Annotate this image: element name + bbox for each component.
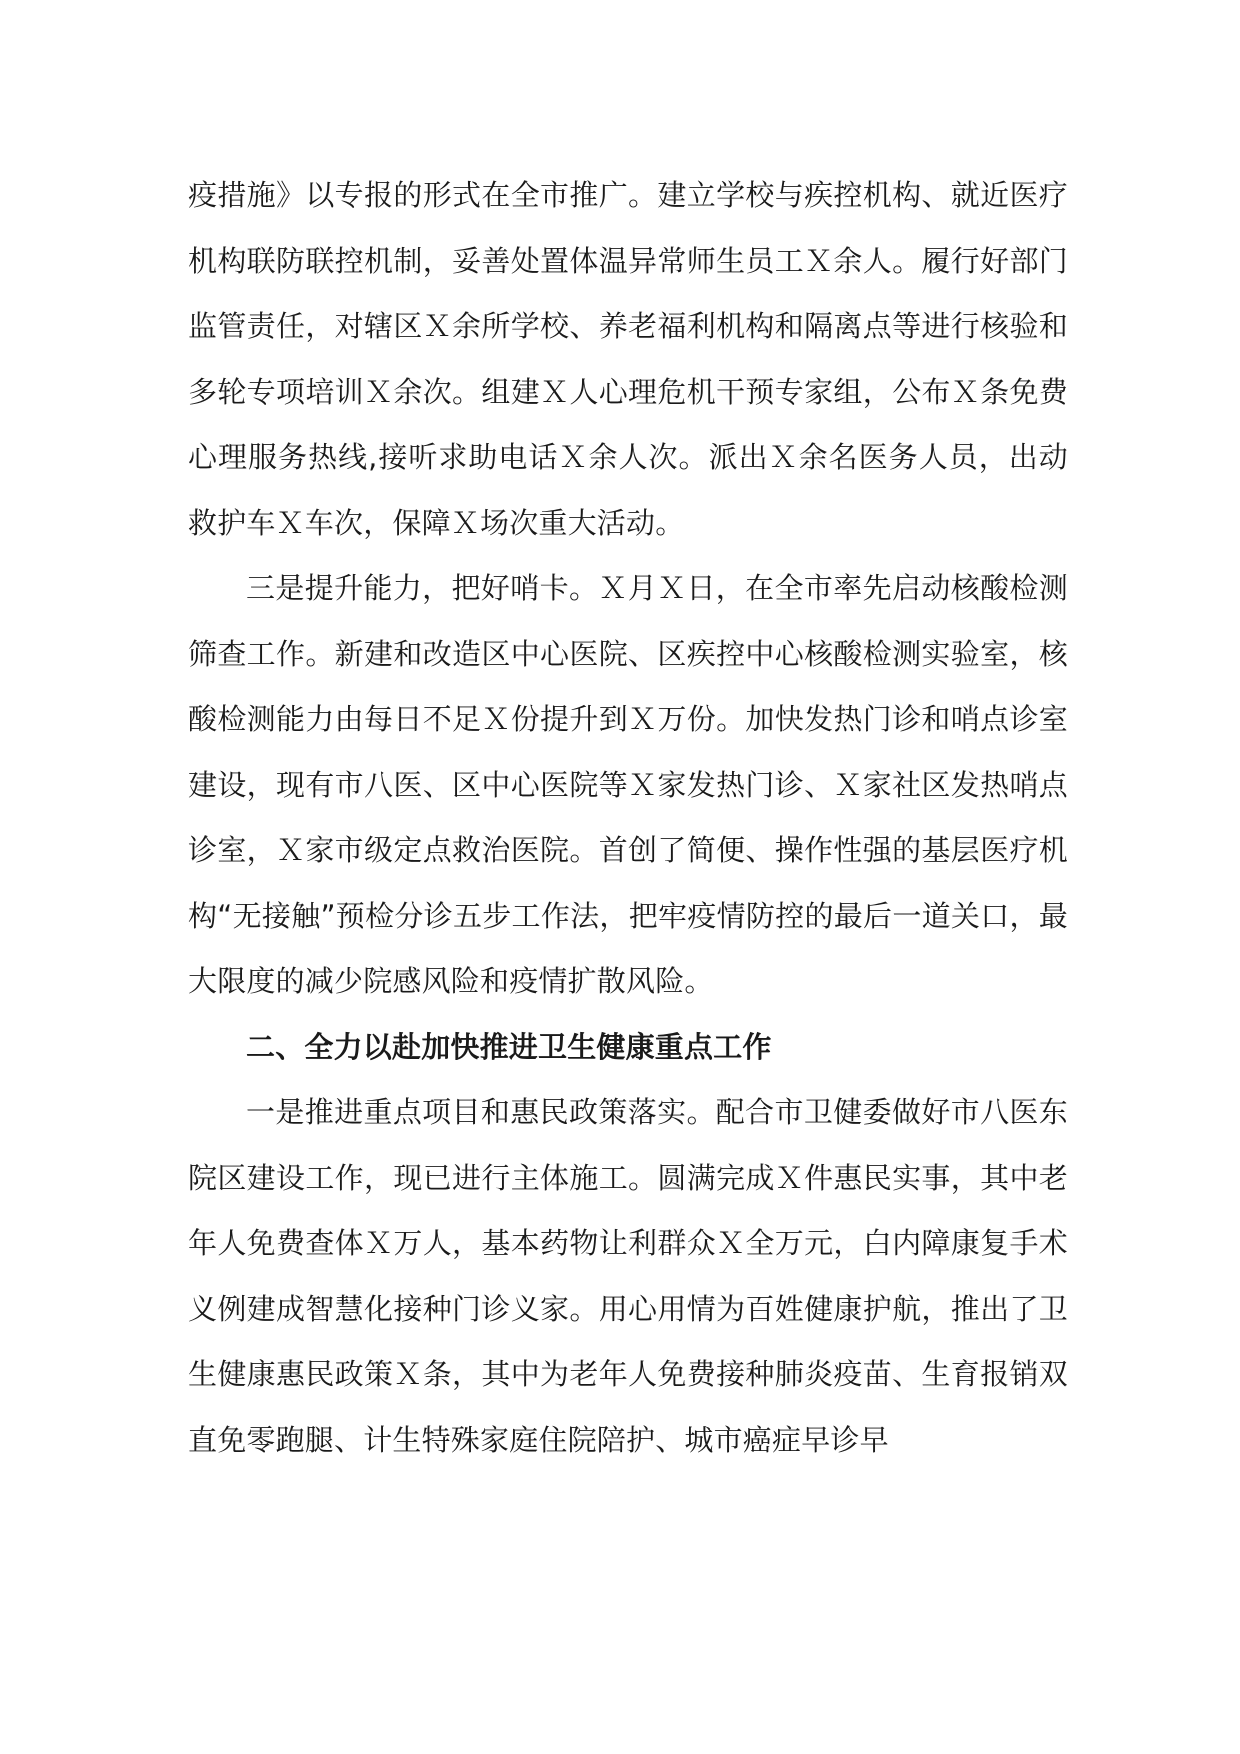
- paragraph-key-projects: 一是推进重点项目和惠民政策落实。配合市卫健委做好市八医东院区建设工作，现已进行主体施工。圆满完成Ｘ件惠民实事，其中老年人免费查体Ｘ万人，基本药物让利群众Ｘ全万元，白内障康复手术义例建成智慧化接种门诊义家。用心用情为百姓健康护航，推出了卫生健康惠民政策Ｘ条，其中为老年人免费接种肺炎疫苗、生育报销双直免零跑腿、计生特殊家庭住院陪护、城市癌症早诊早: [188, 1095, 1068, 1457]
- document-page: [188, 163, 1068, 1473]
- section-heading: 二、全力以赴加快推进卫生健康重点工作: [246, 1029, 772, 1064]
- paragraph-epidemic-measures: 疫措施》以专报的形式在全市推广。建立学校与疾控机构、就近医疗机构联防联控机制，妥善处置体温异常师生员工Ｘ余人。履行好部门监管责任，对辖区Ｘ余所学校、养老福利机构和隔离点等进行核验和多轮专项培训Ｘ余次。组建Ｘ人心理危机干预专家组，公布Ｘ条免费心理服务热线,接听求助电话Ｘ余人次。派出Ｘ余名医务人员，出动救护车Ｘ车次，保障Ｘ场次重大活动。: [188, 178, 1068, 540]
- paragraph-improve-capability: 三是提升能力，把好哨卡。Ｘ月Ｘ日，在全市率先启动核酸检测筛查工作。新建和改造区中心医院、区疾控中心核酸检测实验室，核酸检测能力由每日不足Ｘ份提升到Ｘ万份。加快发热门诊和哨点诊室建设，现有市八医、区中心医院等Ｘ家发热门诊、Ｘ家社区发热哨点诊室，Ｘ家市级定点救治医院。首创了简便、操作性强的基层医疗机构“无接触”预检分诊五步工作法，把牢疫情防控的最后一道关口，最大限度的减少院感风险和疫情扩散风险。: [188, 571, 1068, 998]
